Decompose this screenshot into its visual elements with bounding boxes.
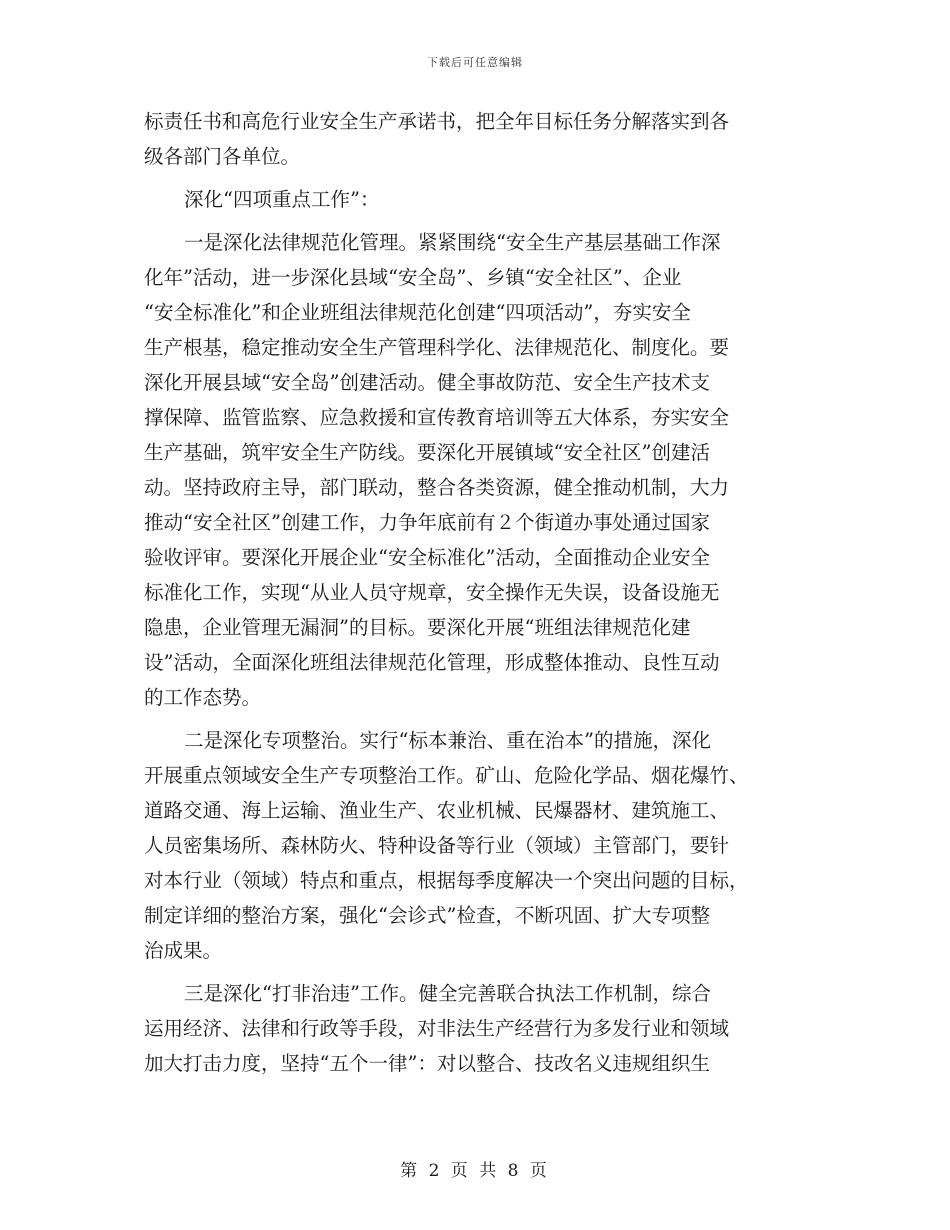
text-line: 生产基础，筑牢安全生产防线。要深化开展镇域“安全社区”创建活 <box>144 441 710 464</box>
text-line: “安全标准化”和企业班组法律规范化创建“四项活动”，夯实安全 <box>144 301 691 324</box>
section-heading: 深化“四项重点工作”： <box>184 188 380 211</box>
text-line: 隐患，企业管理无漏洞”的目标。要深化开展“班组法律规范化建 <box>144 616 691 639</box>
body-text <box>144 104 804 1081</box>
text-line: 一是深化法律规范化管理。紧紧围绕“安全生产基层基础工作深 <box>184 231 721 254</box>
text-line: 生产根基，稳定推动安全生产管理科学化、法律规范化、制度化。要 <box>144 336 730 359</box>
text-line: 级各部门各单位。 <box>144 145 301 168</box>
text-line: 治成果。 <box>144 939 223 962</box>
text-line: 道路交通、海上运输、渔业生产、农业机械、民爆器材、建筑施工、 <box>144 799 730 822</box>
text-line: 设”活动，全面深化班组法律规范化管理，形成整体推动、良性互动 <box>144 651 720 674</box>
text-line: 深化开展县域“安全岛”创建活动。健全事故防范、安全生产技术支 <box>144 371 710 394</box>
text-line: 加大打击力度，坚持“五个一律”：对以整合、技改名义违规组织生 <box>144 1052 710 1075</box>
text-line: 撑保障、监管监察、应急救援和宣传教育培训等五大体系，夯实安全 <box>144 406 730 429</box>
text-line: 开展重点领域安全生产专项整治工作。矿山、危险化学品、烟花爆竹、 <box>144 764 749 787</box>
text-line: 人员密集场所、森林防火、特种设备等行业（领域）主管部门，要针 <box>144 834 730 857</box>
text-line: 化年”活动，进一步深化县域“安全岛”、乡镇“安全社区”、企业 <box>144 266 682 289</box>
text-line: 的工作态势。 <box>144 686 262 709</box>
text-line: 动。坚持政府主导，部门联动，整合各类资源，健全推动机制，大力 <box>144 476 730 499</box>
page-number: 第 2 页 共 8 页 <box>400 1161 550 1181</box>
text-line: 二是深化专项整治。实行“标本兼治、重在治本”的措施，深化 <box>184 729 711 752</box>
text-line: 对本行业（领域）特点和重点，根据每季度解决一个突出问题的目标， <box>144 869 749 892</box>
text-line: 标准化工作，实现“从业人员守规章，安全操作无失误，设备设施无 <box>144 581 720 604</box>
page-header: 下载后可任意编辑 <box>427 56 523 69</box>
text-line: 推动“安全社区”创建工作，力争年底前有２个街道办事处通过国家 <box>144 511 710 534</box>
text-line: 运用经济、法律和行政等手段，对非法生产经营行为多发行业和领域 <box>144 1017 730 1040</box>
text-line: 标责任书和高危行业安全生产承诺书，把全年目标任务分解落实到各 <box>144 110 730 133</box>
text-line: 三是深化“打非治违”工作。健全完善联合执法工作机制，综合 <box>184 982 711 1005</box>
text-line: 制定详细的整治方案，强化“会诊式”检查，不断巩固、扩大专项整 <box>144 904 710 927</box>
text-line: 验收评审。要深化开展企业“安全标准化”活动，全面推动企业安全 <box>144 546 710 569</box>
